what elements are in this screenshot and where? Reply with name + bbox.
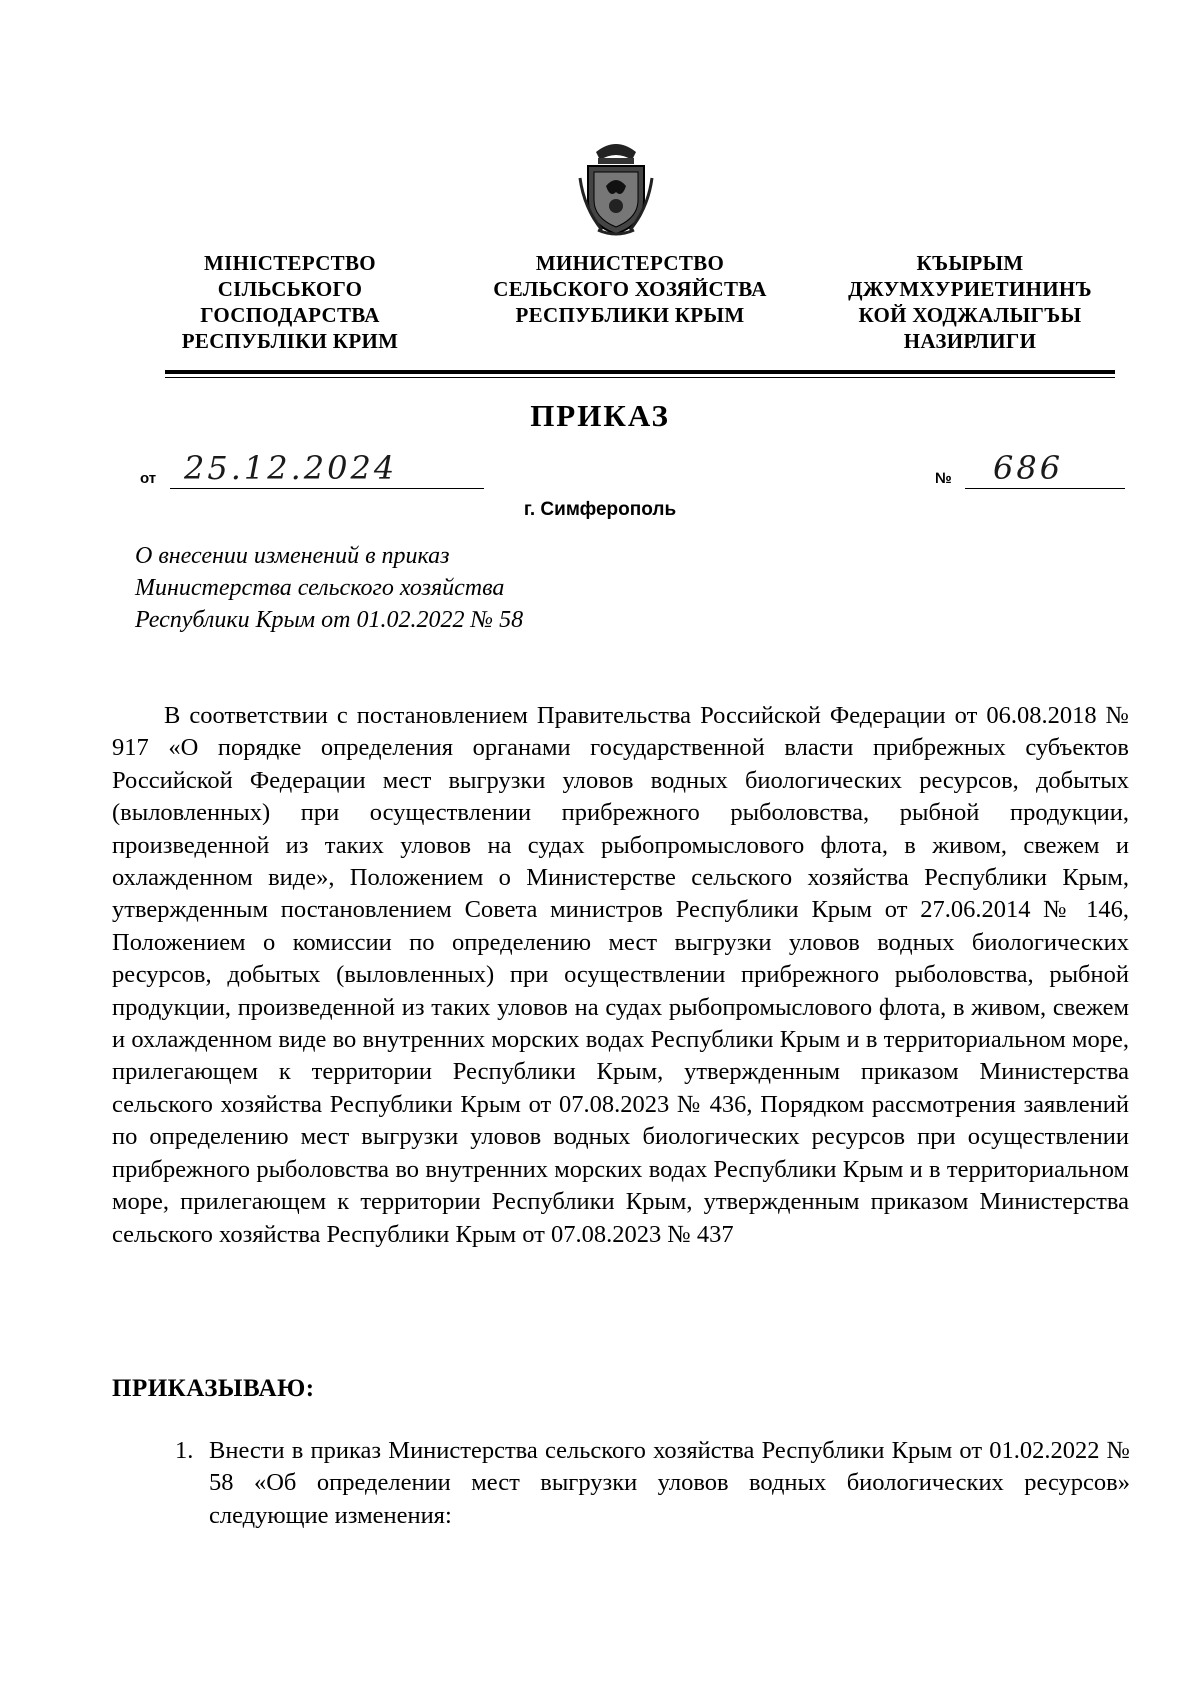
document-title: ПРИКАЗ: [530, 398, 670, 433]
number-label: №: [935, 470, 952, 487]
date-value: 25.12.2024: [170, 448, 484, 489]
number-value: 686: [965, 448, 1125, 489]
ministry-name-ukrainian: МІНІСТЕРСТВО СІЛЬСЬКОГО ГОСПОДАРСТВА РЕСПУБЛІКИ КРИМ: [181, 251, 399, 353]
order-directive: ПРИКАЗЫВАЮ:: [112, 1375, 315, 1402]
header-divider-thick: [165, 370, 1115, 374]
date-label: от: [140, 470, 157, 487]
header-divider-thin: [165, 377, 1115, 378]
ministry-name-crimean-tatar: КЪЫРЫМ ДЖУМХУРИЕТИНИНЪ КОЙ ХОДЖАЛЫГЪЫ НАЗИРЛИГИ: [848, 251, 1092, 353]
ministry-name-russian: МИНИСТЕРСТВО СЕЛЬСКОГО ХОЗЯЙСТВА РЕСПУБЛИКИ КРЫМ: [493, 251, 767, 327]
ministry-header: [160, 250, 1120, 370]
list-item: [175, 1435, 1130, 1532]
crimea-coat-of-arms-icon: [576, 138, 656, 238]
list-item-number: 1.: [175, 1437, 194, 1464]
preamble-paragraph: В соответствии с постановлением Правительства Российской Федерации от 06.08.2018 № 917 «О порядке определения органами государственной власти прибрежных субъектов Российской Федерации мест выгрузки уловов водных биологических ресурсов, добытых (выловленных) при осуществлении прибрежного рыболовства, рыбной продукции, произведенной из таких уловов на судах рыбопромыслового флота, в живом, свежем и охлажденном виде», Положением о Министерстве сельского хозяйства Республики Крым, утвержденным постановлением Совета министров Республики Крым от 27.06.2014 № 146, Положением о комиссии по определению мест выгрузки уловов водных биологических ресурсов, добытых (выловленных) при осуществлении прибрежного рыболовства, рыбной продукции, произведенной из таких уловов на судах рыбопромыслового флота, в живом, свежем и охлажденном виде во внутренних морских водах Республики Крым и в территориальном море, прилегающем к территории Республики Крым, утвержденным приказом Министерства сельского хозяйства Республики Крым от 07.08.2023 № 436, Порядком рассмотрения заявлений по определению мест выгрузки уловов водных биологических ресурсов при осуществлении прибрежного рыболовства во внутренних морских водах Республики Крым и в территориальном море, прилегающем к территории Республики Крым, утвержденным приказом Министерства сельского хозяйства Республики Крым от 07.08.2023 № 437: [112, 702, 1129, 1248]
order-subject: О внесении изменений в приказ Министерства сельского хозяйства Республики Крым от 01.02.2022 № 58: [135, 543, 524, 633]
list-item-text: Внести в приказ Министерства сельского хозяйства Республики Крым от 01.02.2022 № 58 «Об определении мест выгрузки уловов водных биологических ресурсов» следующие изменения:: [209, 1437, 1130, 1529]
city: г. Симферополь: [523, 499, 677, 520]
